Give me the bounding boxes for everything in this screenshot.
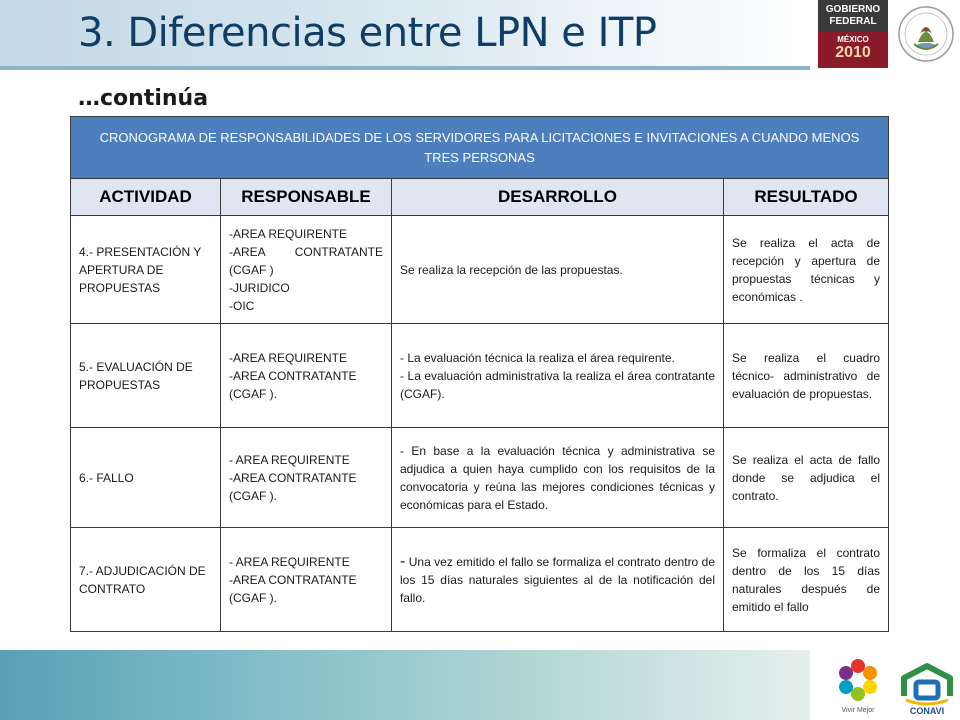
header-stripe — [0, 66, 810, 70]
desarrollo-line: Se realiza la recepción de las propuestas. — [400, 262, 623, 277]
table-row — [71, 528, 889, 632]
desarrollo-cell — [392, 428, 724, 528]
desarrollo-cell — [392, 528, 724, 632]
desarrollo-dash: - — [400, 552, 406, 570]
actividad-cell: 4.- PRESENTACIÓN Y APERTURA DE PROPUESTAS — [71, 216, 221, 324]
desarrollo-line: - La evaluación técnica la realiza el área requirente. — [400, 350, 675, 365]
responsable-line: -AREA REQUIRENTE — [229, 226, 348, 241]
responsable-line: -AREA CONTRATANTE (CGAF ). — [229, 368, 357, 401]
table-row — [71, 428, 889, 528]
responsable-line: -AREA CONTRATANTE (CGAF ). — [229, 572, 357, 605]
column-header-responsable: RESPONSABLE — [221, 179, 392, 216]
responsable-line: - AREA REQUIRENTE — [229, 452, 350, 467]
gov-logo-line2: FEDERAL — [829, 16, 877, 27]
responsable-cell — [221, 428, 392, 528]
responsable-line: -AREA REQUIRENTE — [229, 350, 348, 365]
resultado-cell: Se formaliza el contrato dentro de los 15 días naturales después de emitido el fallo — [724, 528, 889, 632]
responsable-cell — [221, 216, 392, 324]
column-header-resultado: RESULTADO — [724, 179, 889, 216]
table-row — [71, 216, 889, 324]
table-banner-row — [71, 117, 889, 179]
gov-logo-bottom — [818, 32, 888, 68]
table-header-row — [71, 179, 889, 216]
column-header-actividad: ACTIVIDAD — [71, 179, 221, 216]
desarrollo-cell — [392, 216, 724, 324]
gov-logo-year: 2010 — [835, 44, 871, 61]
actividad-cell: 5.- EVALUACIÓN DE PROPUESTAS — [71, 324, 221, 428]
column-header-desarrollo: DESARROLLO — [392, 179, 724, 216]
resultado-cell: Se realiza el acta de fallo donde se adjudica el contrato. — [724, 428, 889, 528]
vivir-mejor-label: Vivir Mejor — [841, 707, 875, 714]
desarrollo-line: - La evaluación administrativa la realiza el área contratante (CGAF). — [400, 368, 715, 401]
slide-footer — [0, 650, 960, 720]
responsable-line: -OIC — [229, 298, 255, 313]
actividad-cell: 6.- FALLO — [71, 428, 221, 528]
desarrollo-line: Una vez emitido el fallo se formaliza el contrato dentro de los 15 días naturales siguientes al de la notificación del fallo. — [400, 554, 715, 605]
responsable-line: -JURIDICO — [229, 280, 290, 295]
desarrollo-cell — [392, 324, 724, 428]
desarrollo-line: - En base a la evaluación técnica y administrativa se adjudica a quien haya cumplido con los requisitos de la convocatoria y reúna las mejores condiciones técnicas y económicas para el Estado. — [400, 443, 715, 512]
gov-logo-country: MÉXICO — [837, 35, 869, 44]
gobierno-federal-logo — [818, 0, 888, 68]
responsable-cell — [221, 324, 392, 428]
gov-logo-top — [818, 0, 888, 32]
table-banner: CRONOGRAMA DE RESPONSABILIDADES DE LOS SERVIDORES PARA LICITACIONES E INVITACIONES A CUANDO MENOS TRES PERSONAS — [71, 117, 889, 179]
table-row — [71, 324, 889, 428]
actividad-cell: 7.- ADJUDICACIÓN DE CONTRATO — [71, 528, 221, 632]
slide-subtitle: …continúa — [78, 86, 209, 111]
cronograma-table — [70, 116, 889, 632]
vivir-mejor-logo — [830, 656, 886, 716]
responsable-line: - AREA REQUIRENTE — [229, 554, 350, 569]
slide-header — [0, 0, 960, 70]
footer-band — [0, 650, 810, 720]
slide-title: 3. Diferencias entre LPN e ITP — [78, 10, 657, 56]
resultado-cell: Se realiza el cuadro técnico- administrativo de evaluación de propuestas. — [724, 324, 889, 428]
resultado-cell: Se realiza el acta de recepción y apertura de propuestas técnicas y económicas . — [724, 216, 889, 324]
mexico-seal-icon — [896, 4, 956, 64]
responsable-line: -AREA CONTRATANTE (CGAF ) — [229, 244, 383, 277]
conavi-label: CONAVI — [909, 706, 945, 716]
conavi-logo — [896, 660, 958, 716]
gov-logo-line1: GOBIERNO — [825, 4, 881, 15]
responsable-line: -AREA CONTRATANTE (CGAF ). — [229, 470, 357, 503]
responsable-cell — [221, 528, 392, 632]
